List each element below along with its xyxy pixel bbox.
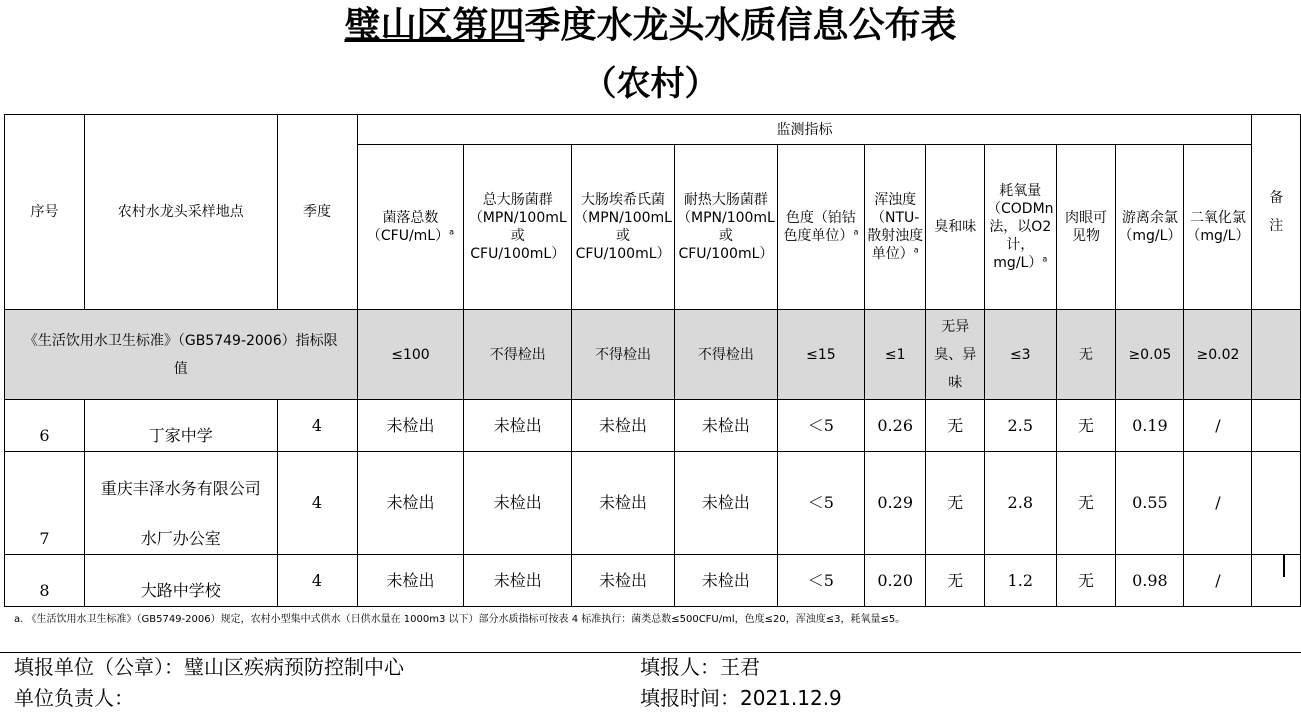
indicator-header: 肉眼可见物 — [1056, 145, 1116, 310]
row-value: 未检出 — [357, 400, 464, 452]
row-value: 未检出 — [674, 555, 777, 607]
table-row — [5, 452, 1301, 555]
row-season: 4 — [277, 452, 357, 555]
row-value: 未检出 — [357, 555, 464, 607]
indicator-header: 游离余氯（mg/L） — [1116, 145, 1184, 310]
indicator-header: 色度（铂钴色度单位）$^a$ — [777, 145, 864, 310]
row-seq: 6 — [5, 400, 85, 452]
row-seq: 7 — [5, 452, 85, 555]
footnote: a. 《生活饮用水卫生标准》（GB5749-2006）规定，农村小型集中式供水（日供水量在 1000m3 以下）部分水质指标可按表 4 标准执行：菌类总数≤500CFU/ml，色度≤20，浑浊度≤3，耗氧量≤5。 — [14, 614, 906, 625]
location-line: 大路中学校 — [140, 581, 221, 600]
row-value: 未检出 — [674, 400, 777, 452]
row-value: ＜5 — [777, 555, 864, 607]
row-value: ＜5 — [777, 400, 864, 452]
standard-value: ≥0.02 — [1184, 310, 1252, 400]
indicator-header: 二氧化氯（mg/L） — [1184, 145, 1252, 310]
table-row — [5, 400, 1301, 452]
row-value: 2.5 — [985, 400, 1057, 452]
row-location — [84, 555, 277, 607]
indicator-header: 大肠埃希氏菌（MPN/100mL 或 CFU/100mL） — [572, 145, 675, 310]
row-value: / — [1184, 555, 1252, 607]
footer-row-2 — [0, 684, 1301, 712]
indicator-header: 耐热大肠菌群（MPN/100mL 或 CFU/100mL） — [674, 145, 777, 310]
text-cursor-mark — [1283, 555, 1285, 577]
location-line: 重庆丰泽水务有限公司 — [100, 479, 261, 498]
standard-value: ≤1 — [864, 310, 926, 400]
page-title — [0, 2, 1301, 50]
row-value: / — [1184, 452, 1252, 555]
row-value: 未检出 — [674, 452, 777, 555]
row-value: 0.26 — [864, 400, 926, 452]
report-filler: 填报人：王君 — [640, 655, 760, 679]
indicator-header: 浑浊度（NTU-散射浊度单位）$^a$ — [864, 145, 926, 310]
standard-value: 不得检出 — [572, 310, 675, 400]
water-quality-table — [4, 114, 1301, 607]
row-value: 2.8 — [985, 452, 1057, 555]
row-value: 1.2 — [985, 555, 1057, 607]
row-remark — [1252, 555, 1301, 607]
indicator-header: 菌落总数$(CFU/mL)^a$ — [357, 145, 464, 310]
row-value: 无 — [1056, 555, 1116, 607]
row-value: 无 — [926, 400, 985, 452]
row-value: ＜5 — [777, 452, 864, 555]
header-location: 农村水龙头采样地点 — [84, 115, 277, 310]
row-value: 0.20 — [864, 555, 926, 607]
row-season: 4 — [277, 400, 357, 452]
standard-value: 不得检出 — [464, 310, 572, 400]
row-value: 未检出 — [572, 400, 675, 452]
indicator-header: 总大肠菌群（MPN/100mL 或 CFU/100mL） — [464, 145, 572, 310]
title-underlined: 璧山区第四 — [344, 5, 525, 46]
standard-value: ≤15 — [777, 310, 864, 400]
row-season: 4 — [277, 555, 357, 607]
standard-value: 无异臭、异味 — [926, 310, 985, 400]
standard-value: ≥0.05 — [1116, 310, 1184, 400]
row-value: 未检出 — [464, 452, 572, 555]
row-value: 无 — [1056, 400, 1116, 452]
standard-value: 无 — [1056, 310, 1116, 400]
row-remark — [1252, 400, 1301, 452]
standard-value: 不得检出 — [674, 310, 777, 400]
row-value: 未检出 — [357, 452, 464, 555]
standard-label: 《生活饮用水卫生标准》（GB5749-2006）指标限值 — [5, 310, 358, 400]
location-line: 丁家中学 — [148, 426, 213, 445]
row-remark — [1252, 452, 1301, 555]
report-date: 填报时间：2021.12.9 — [640, 686, 842, 710]
header-indicators: 监测指标 — [357, 115, 1252, 145]
row-value: 0.55 — [1116, 452, 1184, 555]
page-subtitle: （农村） — [582, 64, 719, 104]
header-season: 季度 — [277, 115, 357, 310]
indicator-header: 臭和味 — [926, 145, 985, 310]
row-value: 无 — [926, 555, 985, 607]
report-unit: 填报单位（公章）：璧山区疾病预防控制中心 — [14, 655, 404, 679]
table-row — [5, 555, 1301, 607]
row-value: 未检出 — [572, 555, 675, 607]
standard-value: ≤100 — [357, 310, 464, 400]
row-value: 未检出 — [464, 400, 572, 452]
standard-remark — [1252, 310, 1301, 400]
header-remarks: 备注 — [1252, 115, 1301, 310]
row-value: 0.98 — [1116, 555, 1184, 607]
header-seq: 序号 — [5, 115, 85, 310]
standard-value: ≤3 — [985, 310, 1057, 400]
title-rest: 季度水龙头水质信息公布表 — [524, 5, 957, 46]
row-location — [84, 452, 277, 555]
row-value: / — [1184, 400, 1252, 452]
row-value: 未检出 — [572, 452, 675, 555]
unit-head: 单位负责人： — [14, 686, 134, 710]
location-line: 水厂办公室 — [140, 529, 221, 548]
row-location — [84, 400, 277, 452]
row-value: 无 — [926, 452, 985, 555]
row-value: 0.29 — [864, 452, 926, 555]
indicator-header: 耗氧量（CODMn法，以O2计，mg/L）$^a$ — [985, 145, 1057, 310]
row-seq: 8 — [5, 555, 85, 607]
row-value: 未检出 — [464, 555, 572, 607]
row-value: 0.19 — [1116, 400, 1184, 452]
footer-row-1 — [0, 652, 1301, 681]
row-value: 无 — [1056, 452, 1116, 555]
